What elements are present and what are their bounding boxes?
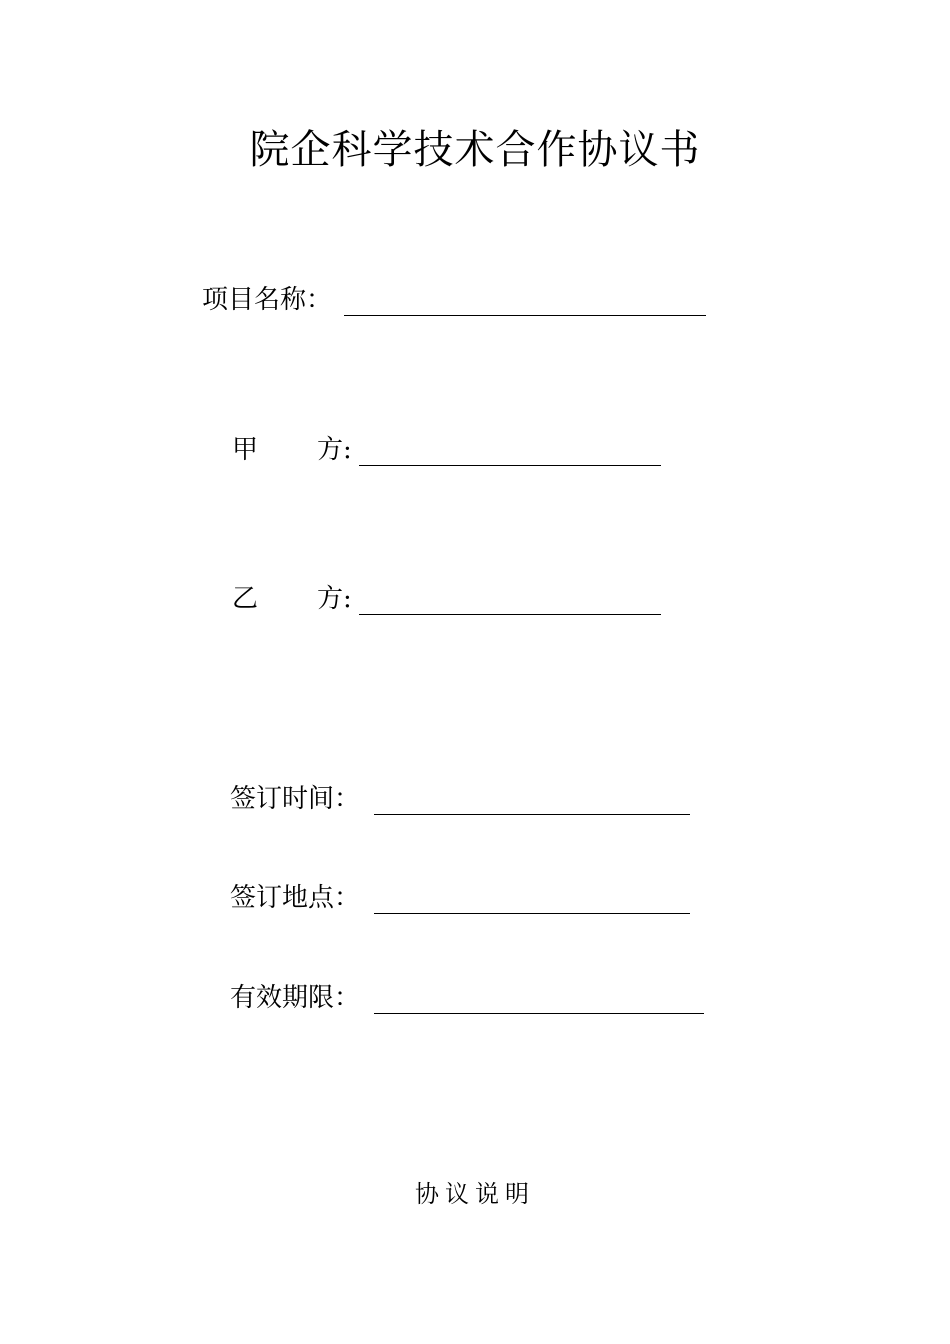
party-b-field [232,581,662,617]
party-b-blank [359,614,661,615]
project-name-field [202,282,707,318]
signing-date-blank [374,814,690,815]
signing-place-blank [374,913,690,914]
party-b-label-suffix: 方: [317,584,352,614]
validity-period-blank [374,1013,704,1014]
validity-period-field [230,980,706,1016]
party-a-field [232,432,662,468]
document-title: 院企科学技术合作协议书 [249,127,701,173]
validity-period-label: 有效期限： [230,983,361,1013]
party-a-blank [359,465,661,466]
project-name-blank [344,315,706,316]
party-a-label-suffix: 方: [317,435,352,465]
signing-place-field [230,880,692,916]
party-b-label-char: 乙 [232,584,259,614]
signing-place-label: 签订地点： [230,883,361,913]
section-heading: 协议说明 [415,1180,535,1208]
party-a-label-char: 甲 [232,435,259,465]
project-name-label: 项目名称： [202,285,333,315]
signing-date-label: 签订时间： [230,784,361,814]
signing-date-field [230,781,692,817]
